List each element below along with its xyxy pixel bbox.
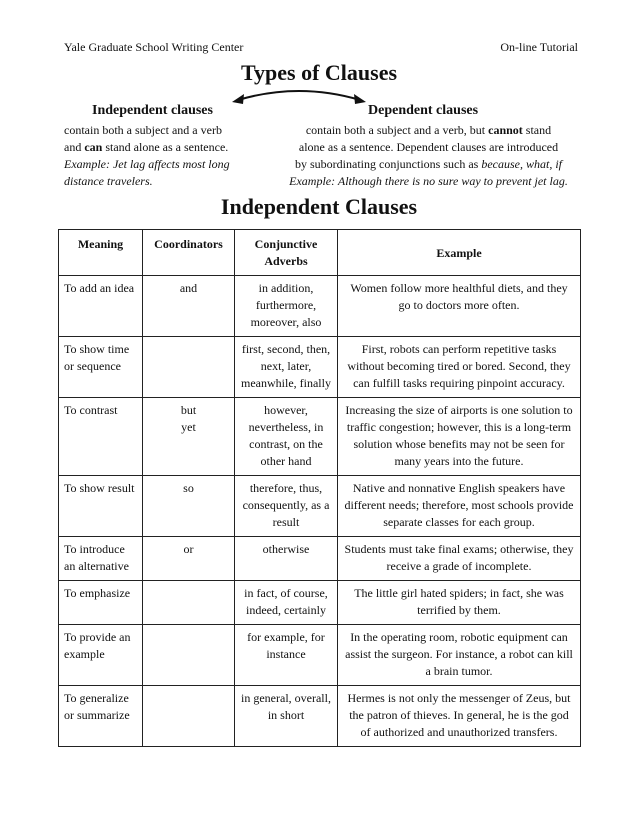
cell-meaning: To generalize or summarize	[59, 686, 143, 747]
table-row	[59, 625, 581, 686]
header-left: Yale Graduate School Writing Center	[64, 40, 244, 54]
cell-adverbs: however, nevertheless, in contrast, on the other hand	[235, 398, 338, 476]
dependent-line1	[276, 122, 581, 139]
clauses-table	[58, 229, 581, 747]
cell-coordinators	[143, 625, 235, 686]
cell-adverbs: therefore, thus, consequently, as a result	[235, 476, 338, 537]
independent-line2-pre: and	[64, 140, 85, 154]
header-right: On-line Tutorial	[500, 40, 578, 54]
cell-coordinators: but yet	[143, 398, 235, 476]
dependent-line3	[276, 156, 581, 173]
cell-meaning: To emphasize	[59, 581, 143, 625]
dependent-line1-bold: cannot	[488, 123, 523, 137]
table-row	[59, 276, 581, 337]
header-example: Example	[338, 230, 581, 276]
dependent-line3-pre: by subordinating conjunctions such as	[295, 157, 482, 171]
independent-line2-post: stand alone as a sentence.	[102, 140, 229, 154]
double-arrow-icon	[232, 84, 366, 106]
cell-example: First, robots can perform repetitive tasks without becoming tired or bored. Second, they can fulfill tasks requiring pinpoint accuracy.	[338, 337, 581, 398]
table-row	[59, 537, 581, 581]
cell-example: Women follow more healthful diets, and they go to doctors more often.	[338, 276, 581, 337]
independent-example: Example: Jet lag affects most long distance travelers.	[64, 157, 230, 188]
dependent-definition	[276, 122, 581, 190]
dependent-line2: alone as a sentence. Dependent clauses are introduced	[298, 140, 559, 154]
dependent-line1-post: stand	[522, 123, 552, 137]
independent-heading: Independent clauses	[92, 103, 213, 118]
header-coordinators: Coordinators	[143, 230, 235, 276]
table-row	[59, 398, 581, 476]
dependent-line3-italic: because, what, if	[481, 157, 562, 171]
header-meaning: Meaning	[59, 230, 143, 276]
page-title: Types of Clauses	[240, 60, 398, 85]
cell-example: The little girl hated spiders; in fact, she was terrified by them.	[338, 581, 581, 625]
cell-adverbs: in general, overall, in short	[235, 686, 338, 747]
header-adverbs: Conjunctive Adverbs	[235, 230, 338, 276]
cell-example: Increasing the size of airports is one solution to traffic congestion; however, this is a long-term solution whose benefits may not be seen for many years into the future.	[338, 398, 581, 476]
cell-meaning: To show time or sequence	[59, 337, 143, 398]
cell-meaning: To contrast	[59, 398, 143, 476]
table-row	[59, 476, 581, 537]
table-header-row	[59, 230, 581, 276]
cell-meaning: To add an idea	[59, 276, 143, 337]
cell-meaning: To provide an example	[59, 625, 143, 686]
cell-example: In the operating room, robotic equipment can assist the surgeon. For instance, a robot can kill a brain tumor.	[338, 625, 581, 686]
dependent-line1-pre: contain both a subject and a verb, but	[305, 123, 489, 137]
cell-adverbs: first, second, then, next, later, meanwhile, finally	[235, 337, 338, 398]
independent-line2-bold: can	[84, 140, 103, 154]
independent-line1: contain both a subject and a verb	[64, 123, 222, 137]
dependent-heading: Dependent clauses	[368, 103, 479, 118]
cell-coordinators: or	[143, 537, 235, 581]
cell-adverbs: otherwise	[235, 537, 338, 581]
cell-example: Students must take final exams; otherwise, they receive a grade of incomplete.	[338, 537, 581, 581]
cell-example: Hermes is not only the messenger of Zeus, but the patron of thieves. In general, he is the god of authorized and unauthorized transfers.	[338, 686, 581, 747]
cell-example: Native and nonnative English speakers have different needs; therefore, most schools provide separate classes for each group.	[338, 476, 581, 537]
table-row	[59, 337, 581, 398]
table-row	[59, 581, 581, 625]
cell-coordinators	[143, 337, 235, 398]
cell-coordinators	[143, 581, 235, 625]
table-row	[59, 686, 581, 747]
cell-coordinators	[143, 686, 235, 747]
cell-adverbs: in addition, furthermore, moreover, also	[235, 276, 338, 337]
section-title: Independent Clauses	[220, 194, 418, 219]
cell-adverbs: in fact, of course, indeed, certainly	[235, 581, 338, 625]
independent-definition	[64, 122, 264, 190]
independent-line2	[64, 139, 264, 156]
table-body	[59, 276, 581, 747]
cell-meaning: To show result	[59, 476, 143, 537]
dependent-example: Example: Although there is no sure way to prevent jet lag.	[289, 174, 568, 188]
cell-coordinators: and	[143, 276, 235, 337]
cell-meaning: To introduce an alternative	[59, 537, 143, 581]
cell-coordinators: so	[143, 476, 235, 537]
cell-adverbs: for example, for instance	[235, 625, 338, 686]
